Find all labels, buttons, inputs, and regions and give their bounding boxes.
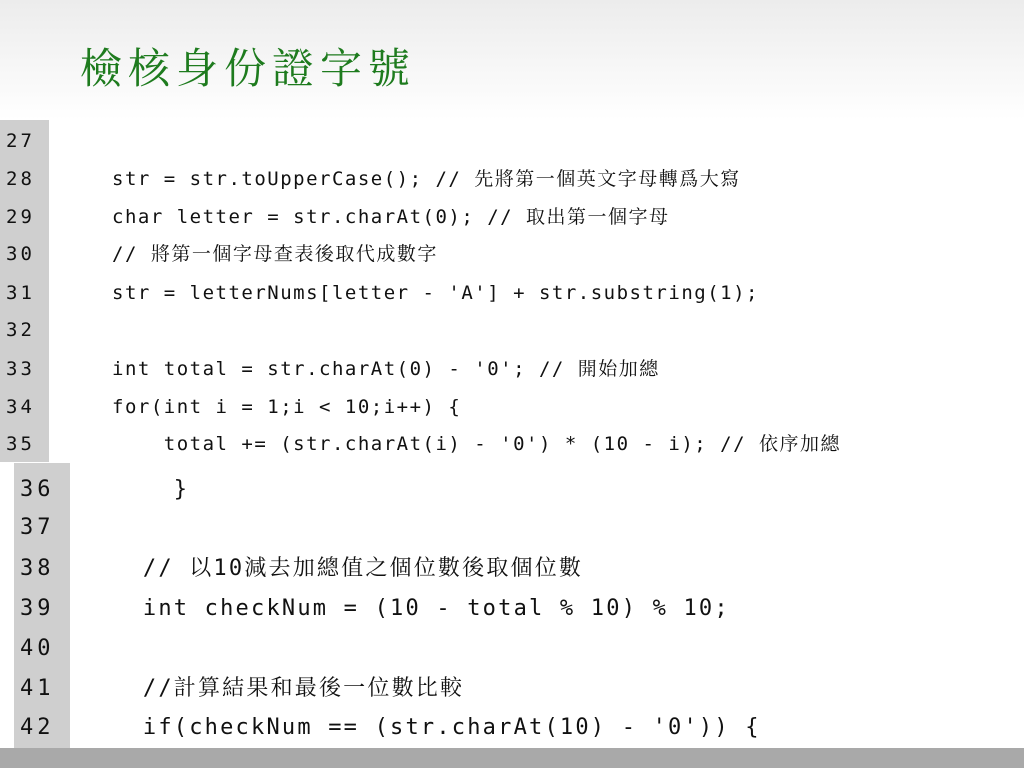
line-number: 34 bbox=[6, 396, 35, 418]
line-number: 40 bbox=[20, 636, 55, 661]
line-number: 33 bbox=[6, 358, 35, 380]
code-line: int checkNum = (10 - total % 10) % 10; bbox=[112, 596, 730, 621]
bottom-bar bbox=[0, 748, 1024, 768]
line-number: 42 bbox=[20, 715, 55, 740]
line-number: 31 bbox=[6, 282, 35, 304]
line-number: 41 bbox=[20, 676, 55, 701]
code-line: if(checkNum == (str.charAt(10) - '0')) { bbox=[112, 715, 761, 740]
code-line: str = letterNums[letter - 'A'] + str.substring(1); bbox=[112, 282, 759, 304]
line-number: 35 bbox=[6, 433, 35, 455]
code-line: for(int i = 1;i < 10;i++) { bbox=[112, 396, 462, 418]
line-number: 29 bbox=[6, 206, 35, 228]
line-number: 28 bbox=[6, 168, 35, 190]
line-number: 37 bbox=[20, 515, 55, 540]
line-number: 32 bbox=[6, 319, 35, 341]
line-number: 30 bbox=[6, 243, 35, 265]
code-line: // 將第一個字母查表後取代成數字 bbox=[112, 243, 438, 265]
code-line: total += (str.charAt(i) - '0') * (10 - i); // 依序加總 bbox=[112, 433, 841, 455]
slide-title: 檢核身份證字號 bbox=[80, 44, 417, 93]
line-number: 39 bbox=[20, 596, 55, 621]
code-line: } bbox=[112, 477, 190, 502]
code-line: char letter = str.charAt(0); // 取出第一個字母 bbox=[112, 206, 670, 228]
code-line: int total = str.charAt(0) - '0'; // 開始加總 bbox=[112, 358, 660, 380]
line-number: 27 bbox=[6, 130, 35, 152]
line-number: 36 bbox=[20, 477, 55, 502]
code-line: // 以10減去加總值之個位數後取個位數 bbox=[112, 556, 584, 581]
code-line: str = str.toUpperCase(); // 先將第一個英文字母轉爲大寫 bbox=[112, 168, 741, 190]
code-line: //計算結果和最後一位數比較 bbox=[112, 676, 465, 701]
line-number: 38 bbox=[20, 556, 55, 581]
